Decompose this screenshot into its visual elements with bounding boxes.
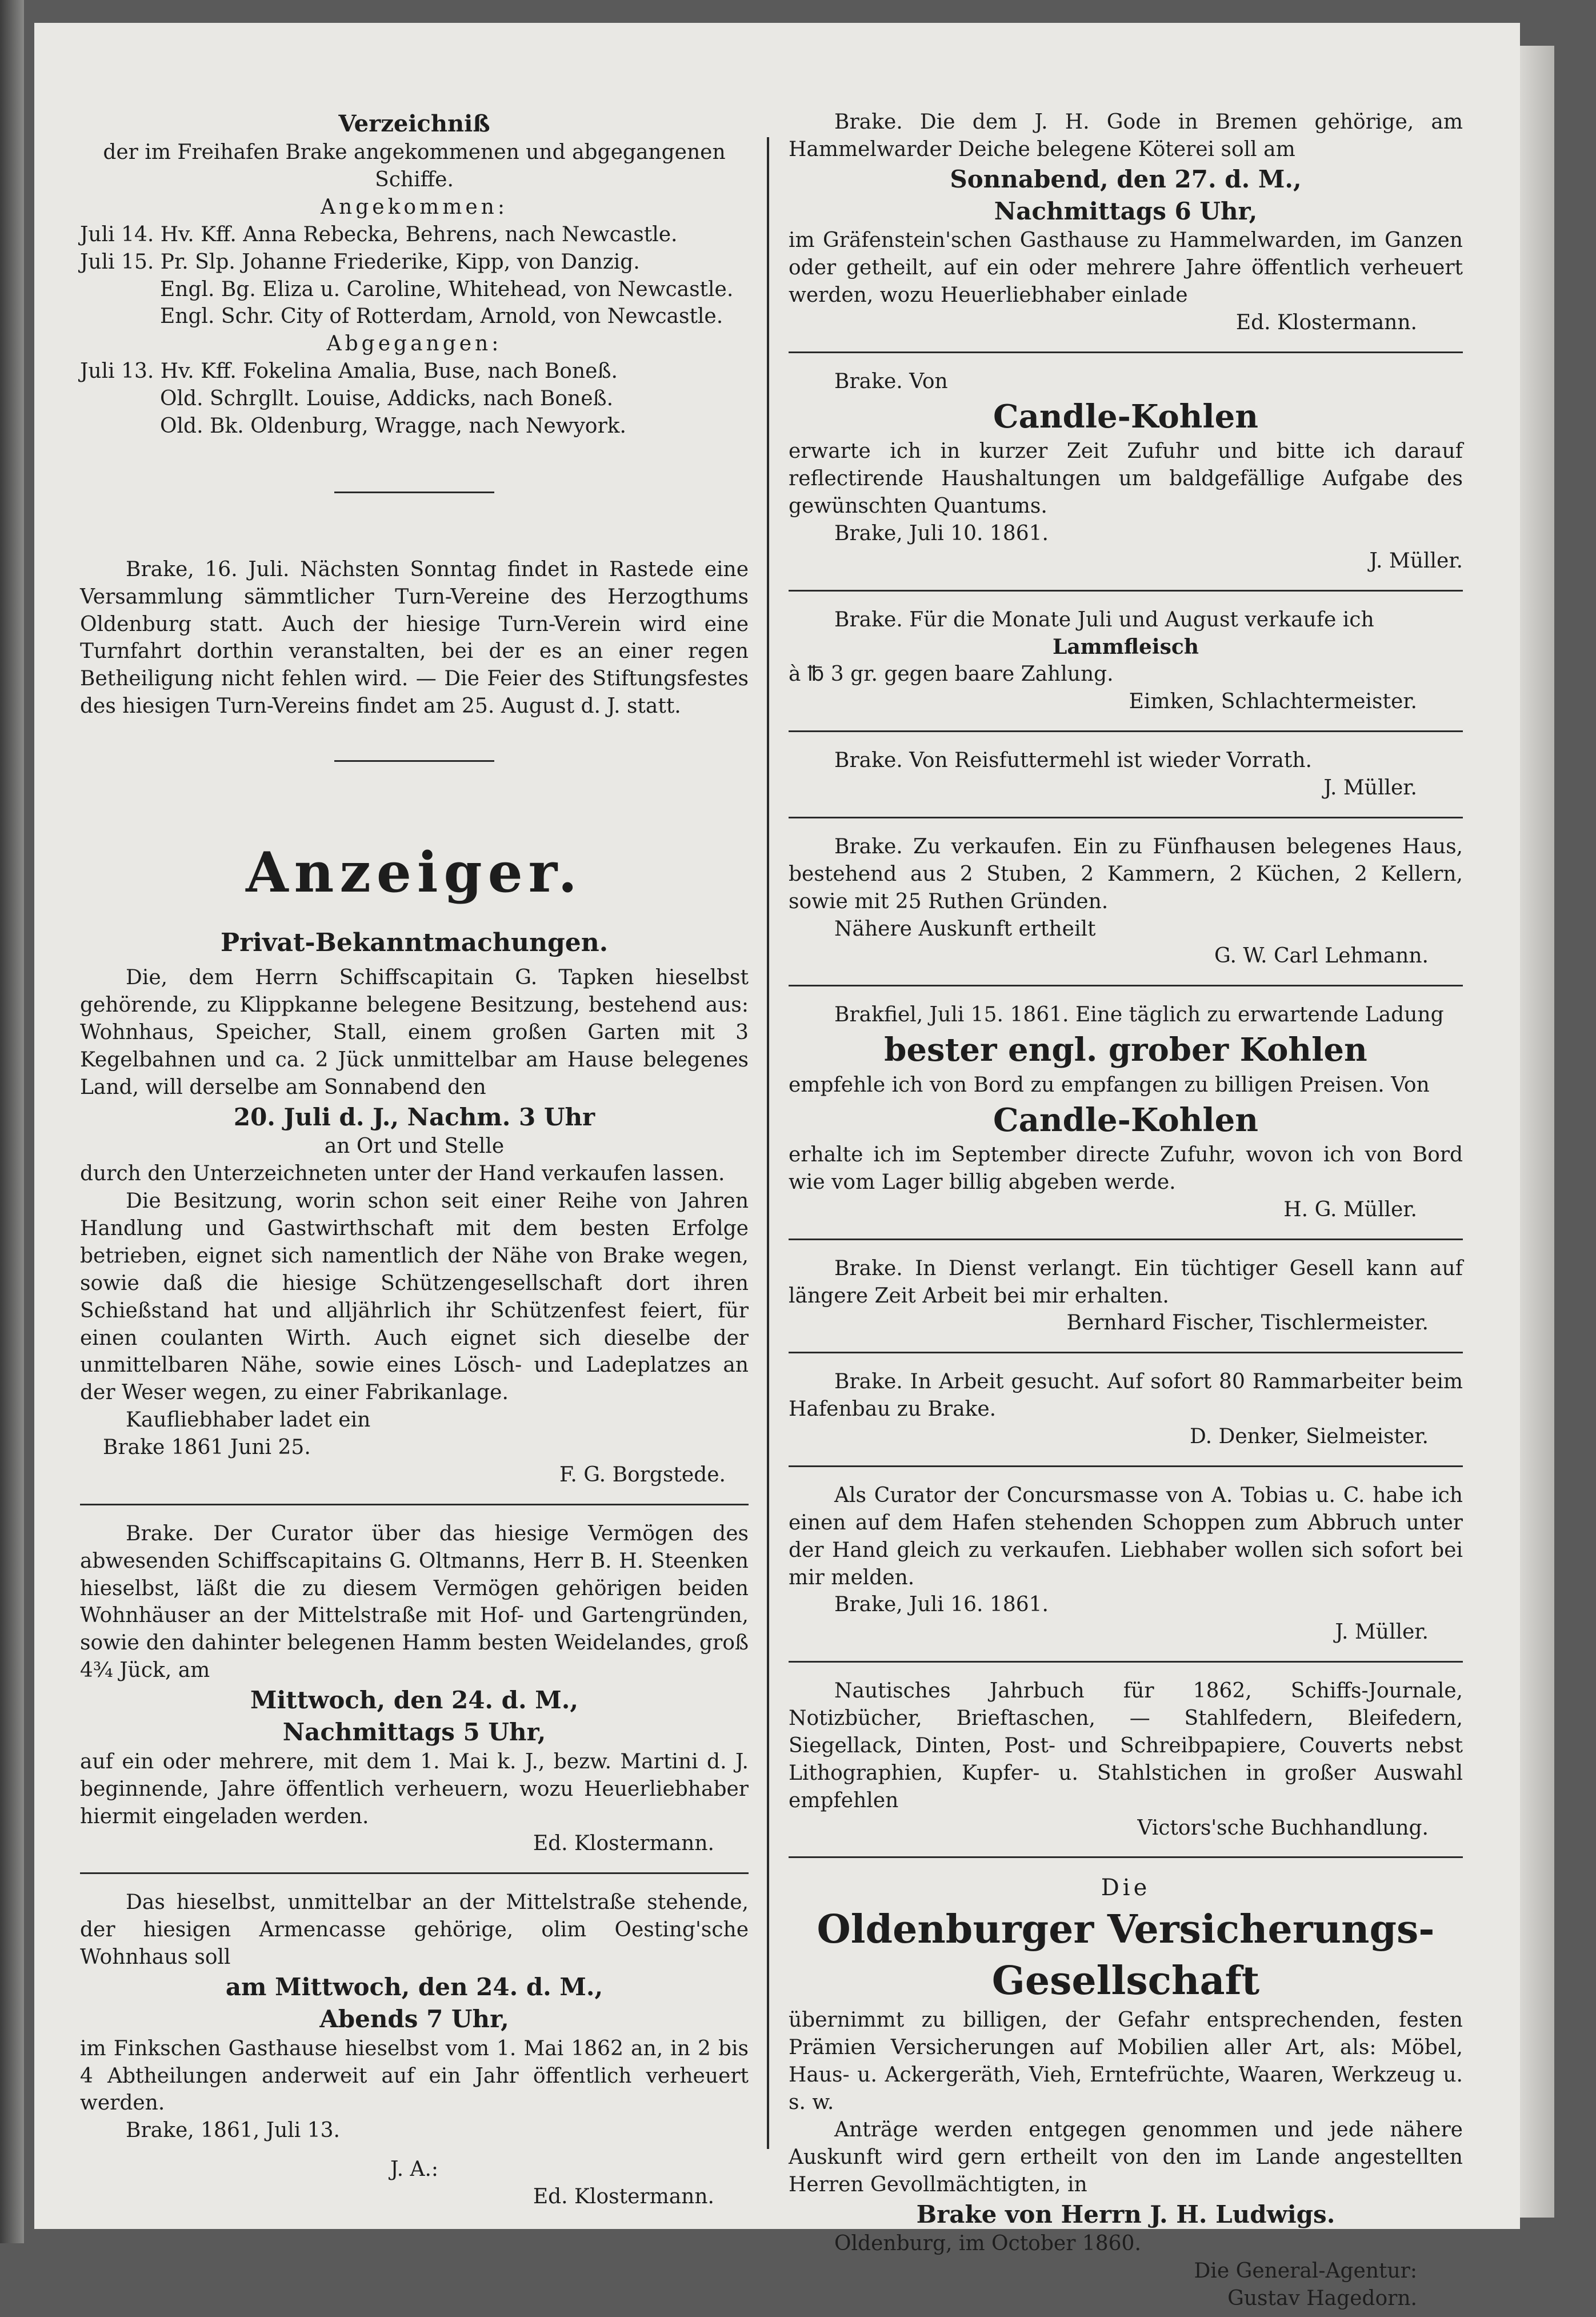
- tapken-ad: [80, 964, 749, 1489]
- anzeiger-header: [80, 836, 749, 960]
- tapken-dateline: Brake 1861 Juni 25.: [103, 1436, 311, 1460]
- oltmanns-text2: auf ein oder mehrere, mit dem 1. Mai k. J., bezw. Martini d. J. beginnende, Jahre öffentlich verheuern, wozu Heuerliebhaber hiermit eingeladen werden.: [80, 1749, 749, 1828]
- candle-signature: J. Müller.: [1369, 549, 1463, 573]
- oesting-ia: J. A.:: [390, 2158, 439, 2182]
- departed-item: Old. Schrgllt. Louise, Addicks, nach Boneß.: [160, 387, 614, 411]
- lammfleisch-signature: Eimken, Schlachtermeister.: [1129, 690, 1417, 714]
- tobias-ad: [789, 1482, 1463, 1646]
- oesting-ad: [80, 1889, 749, 2211]
- oltmanns-time: Nachmittags 5 Uhr,: [282, 1717, 546, 1746]
- gode-text2: im Gräfenstein'schen Gasthause zu Hammelwarden, im Ganzen oder getheilt, auf ein oder mehrere Jahre öffentlich verheuert werden, wozu Heuerliebhaber einlade: [789, 229, 1463, 307]
- lammfleisch-price: à ℔ 3 gr. gegen baare Zahlung.: [789, 662, 1114, 686]
- arrived-item: Juli 14. Hv. Kff. Anna Rebecka, Behrens, nach Newcastle.: [80, 222, 678, 246]
- divider: [789, 590, 1463, 592]
- page-edge: [1520, 46, 1554, 2218]
- book-fold: [0, 0, 24, 2243]
- tobias-signature: J. Müller.: [1335, 1620, 1429, 1644]
- oltmanns-text: Brake. Der Curator über das hiesige Vermögen des abwesenden Schiffscapitains G. Oltmanns, Herr B. H. Steenken hieselbst, läßt die zu diesem Vermögen gehörigen beiden Wohnhäuser an der Mittelstraße mit Hof- und Gartengründen, sowie den dahinter belegenen Hamm besten Weidelandes, groß 4¾ Jück, am: [80, 1521, 749, 1683]
- tapken-text2: Die Besitzung, worin schon seit einer Reihe von Jahren Handlung und Gastwirthschaft mit dem besten Erfolge betrieben, eignet sich namentlich der Nähe von Brake wegen, sowie daß die hiesige Schützengesellschaft dort ihren Schießstand hat und alljährlich ihr Schützenfest feiert, für einen coulanten Wirth. Auch eignet sich dieselbe der unmittelbaren Nähe, sowie eines Lösch- und Ladeplatzes an der Weser wegen, zu einer Fabrikanlage.: [80, 1189, 749, 1405]
- anzeiger-title: Anzeiger.: [246, 840, 583, 905]
- divider: [789, 1856, 1463, 1858]
- oltmanns-signature: Ed. Klostermann.: [533, 1832, 714, 1856]
- divider: [80, 1872, 749, 1874]
- arrived-item: Engl. Schr. City of Rotterdam, Arnold, von Newcastle.: [160, 305, 723, 329]
- versicherung-sig2: Gustav Hagedorn.: [1227, 2287, 1417, 2311]
- versicherung-title1: Oldenburger Versicherungs-: [817, 1906, 1435, 1952]
- house-sale-signature: G. W. Carl Lehmann.: [1214, 944, 1429, 968]
- divider: [789, 817, 1463, 818]
- jahrbuch-ad: [789, 1677, 1463, 1841]
- candle-text: erwarte ich in kurzer Zeit Zufuhr und bitte ich darauf reflectirende Haushaltungen um baldgefällige Aufgabe des gewünschten Quantums.: [789, 440, 1463, 518]
- versicherung-dateline: Oldenburg, im October 1860.: [834, 2232, 1141, 2256]
- candle-title: Candle-Kohlen: [993, 397, 1258, 436]
- column-divider: [767, 137, 769, 2149]
- versicherung-sig1: Die General-Agentur:: [1194, 2259, 1417, 2283]
- turnverein-notice: [80, 556, 749, 720]
- dienst-ad: [789, 1255, 1463, 1337]
- tapken-place: an Ort und Stelle: [324, 1134, 505, 1158]
- tobias-text: Als Curator der Concursmasse von A. Tobias u. C. habe ich einen auf dem Hafen stehenden Schoppen zum Abbruch unter der Hand gleich zu verkaufen. Liebhaber wollen sich sofort bei mir melden.: [789, 1483, 1463, 1589]
- tapken-signature: F. G. Borgstede.: [559, 1463, 726, 1487]
- anzeiger-subtitle: Privat-Bekanntmachungen.: [220, 928, 609, 957]
- gode-time: Nachmittags 6 Uhr,: [994, 197, 1258, 225]
- gode-signature: Ed. Klostermann.: [1235, 311, 1417, 335]
- reis-ad: [789, 747, 1463, 802]
- oesting-dateline: Brake, 1861, Juli 13.: [126, 2119, 340, 2143]
- tobias-dateline: Brake, Juli 16. 1861.: [834, 1593, 1049, 1617]
- divider: [789, 1465, 1463, 1467]
- tapken-text1: durch den Unterzeichneten unter der Hand verkaufen lassen.: [80, 1162, 725, 1186]
- versicherung-agent: Brake von Herrn J. H. Ludwigs.: [916, 2200, 1335, 2228]
- right-column: [789, 109, 1463, 2317]
- versicherung-ad: [789, 1873, 1463, 2312]
- divider: [789, 1239, 1463, 1240]
- divider: [789, 730, 1463, 732]
- versicherung-title2: Gesellschaft: [991, 1958, 1260, 2004]
- house-sale-text: Brake. Zu verkaufen. Ein zu Fünfhausen belegenes Haus, bestehend aus 2 Stuben, 2 Kammern, 2 Küchen, 2 Kellern, sowie mit 25 Ruthen Gründen.: [789, 834, 1463, 913]
- arbeit-text: Brake. In Arbeit gesucht. Auf sofort 80 Rammarbeiter beim Hafenbau zu Brake.: [789, 1370, 1463, 1421]
- coal-text: Brakfiel, Juli 15. 1861. Eine täglich zu erwartende Ladung: [834, 1003, 1444, 1027]
- left-column: [80, 109, 749, 2215]
- ship-register-subtitle: der im Freihafen Brake angekommenen und abgegangenen Schiffe.: [103, 141, 726, 192]
- reis-signature: J. Müller.: [1323, 776, 1417, 800]
- oesting-text: Das hieselbst, unmittelbar an der Mittelstraße stehende, der hiesigen Armencasse gehörige, olim Oesting'sche Wohnhaus soll: [80, 1891, 749, 1970]
- candle-lead: Brake. Von: [834, 369, 948, 393]
- lammfleisch-ad: [789, 606, 1463, 716]
- dienst-text: Brake. In Dienst verlangt. Ein tüchtiger Gesell kann auf längere Zeit Arbeit bei mir erhalten.: [789, 1256, 1463, 1308]
- reis-text: Brake. Von Reisfuttermehl ist wieder Vorrath.: [834, 749, 1312, 773]
- jahrbuch-signature: Victors'sche Buchhandlung.: [1137, 1816, 1429, 1840]
- turnverein-text: Brake, 16. Juli. Nächsten Sonntag findet in Rastede eine Versammlung sämmtlicher Turn-Vereine des Herzogthums Oldenburg statt. Auch der hiesige Turn-Verein wird eine Turnfahrt dorthin veranstalten, bei der es an einer regen Betheiligung nicht fehlen wird. — Die Feier des Stiftungsfestes des hiesigen Turn-Vereins findet am 25. August d. J. statt.: [80, 557, 749, 718]
- oesting-signature: Ed. Klostermann.: [533, 2185, 714, 2209]
- divider: [334, 492, 494, 493]
- arrived-item: Engl. Bg. Eliza u. Caroline, Whitehead, von Newcastle.: [160, 277, 734, 301]
- candle-coal-ad: [789, 368, 1463, 575]
- divider: [789, 1661, 1463, 1663]
- tapken-text3: Kaufliebhaber ladet ein: [126, 1408, 371, 1432]
- coal-signature: H. G. Müller.: [1283, 1197, 1417, 1221]
- coal-ad: [789, 1001, 1463, 1223]
- oesting-text2: im Finkschen Gasthause hieselbst vom 1. Mai 1862 an, in 2 bis 4 Abtheilungen anderweit auf ein Jahr öffentlich verheuert werden.: [80, 2036, 749, 2115]
- gode-ad: [789, 109, 1463, 337]
- divider: [789, 351, 1463, 353]
- versicherung-die: Die: [1101, 1875, 1151, 1901]
- newspaper-page: [34, 23, 1520, 2311]
- coal-title2: Candle-Kohlen: [993, 1101, 1258, 1139]
- lammfleisch-text: Brake. Für die Monate Juli und August verkaufe ich: [834, 608, 1374, 632]
- oltmanns-ad: [80, 1520, 749, 1857]
- ship-register-title: Verzeichniß: [338, 110, 490, 137]
- candle-dateline: Brake, Juli 10. 1861.: [834, 521, 1049, 545]
- divider: [80, 1504, 749, 1505]
- arbeit-ad: [789, 1368, 1463, 1451]
- arrived-heading: Angekommen:: [321, 195, 508, 219]
- dienst-signature: Bernhard Fischer, Tischlermeister.: [1066, 1311, 1429, 1335]
- lammfleisch-item: Lammfleisch: [1053, 634, 1199, 659]
- divider: [334, 760, 494, 762]
- coal-text2: empfehle ich von Bord zu empfangen zu billigen Preisen. Von: [789, 1073, 1430, 1097]
- tapken-intro: Die, dem Herrn Schiffscapitain G. Tapken hieselbst gehörende, zu Klippkanne belegene Besitzung, bestehend aus: Wohnhaus, Speicher, Stall, einem großen Garten mit 3 Kegelbahnen und ca. 2 Jück unmittelbar am Hause belegenes Land, will derselbe am Sonnabend den: [80, 966, 749, 1099]
- divider: [789, 985, 1463, 986]
- house-sale-text2: Nähere Auskunft ertheilt: [834, 917, 1096, 941]
- departed-heading: Abgegangen:: [326, 332, 502, 356]
- gode-text: Brake. Die dem J. H. Gode in Bremen gehörige, am Hammelwarder Deiche belegene Köterei soll am: [789, 110, 1463, 161]
- departed-item: Old. Bk. Oldenburg, Wragge, nach Newyork.: [160, 414, 626, 438]
- versicherung-text: übernimmt zu billigen, der Gefahr entsprechenden, festen Prämien Versicherungen auf Mobilien aller Art, als: Möbel, Haus- u. Ackergeräth, Vieh, Erntefrüchte, Waaren, Werkzeug u. s. w.: [789, 2008, 1463, 2115]
- oesting-time: Abends 7 Uhr,: [319, 2004, 509, 2033]
- arrived-item: Juli 15. Pr. Slp. Johanne Friederike, Kipp, von Danzig.: [80, 250, 640, 274]
- gode-date: Sonnabend, den 27. d. M.,: [950, 165, 1302, 193]
- house-sale-ad: [789, 833, 1463, 970]
- coal-text3: erhalte ich im September directe Zufuhr, wovon ich von Bord wie vom Lager billig abgeben werde.: [789, 1143, 1463, 1194]
- coal-title: bester engl. grober Kohlen: [884, 1031, 1367, 1069]
- tapken-date: 20. Juli d. J., Nachm. 3 Uhr: [233, 1102, 595, 1131]
- ship-register: [80, 109, 749, 440]
- divider: [789, 1352, 1463, 1353]
- oltmanns-date: Mittwoch, den 24. d. M.,: [250, 1686, 579, 1715]
- jahrbuch-text: Nautisches Jahrbuch für 1862, Schiffs-Journale, Notizbücher, Brieftaschen, — Stahlfedern, Bleifedern, Siegellack, Dinten, Post- und Schreibpapiere, Couverts nebst Lithographien, Kupfer- u. Stahlstichen in großer Auswahl empfehlen: [789, 1679, 1463, 1812]
- departed-item: Juli 13. Hv. Kff. Fokelina Amalia, Buse, nach Boneß.: [80, 359, 618, 383]
- oesting-date: am Mittwoch, den 24. d. M.,: [225, 1972, 603, 2001]
- versicherung-text2: Anträge werden entgegen genommen und jede nähere Auskunft wird gern ertheilt von den im Lande angestellten Herren Gevollmächtigten, in: [789, 2118, 1463, 2196]
- arbeit-signature: D. Denker, Sielmeister.: [1190, 1425, 1429, 1448]
